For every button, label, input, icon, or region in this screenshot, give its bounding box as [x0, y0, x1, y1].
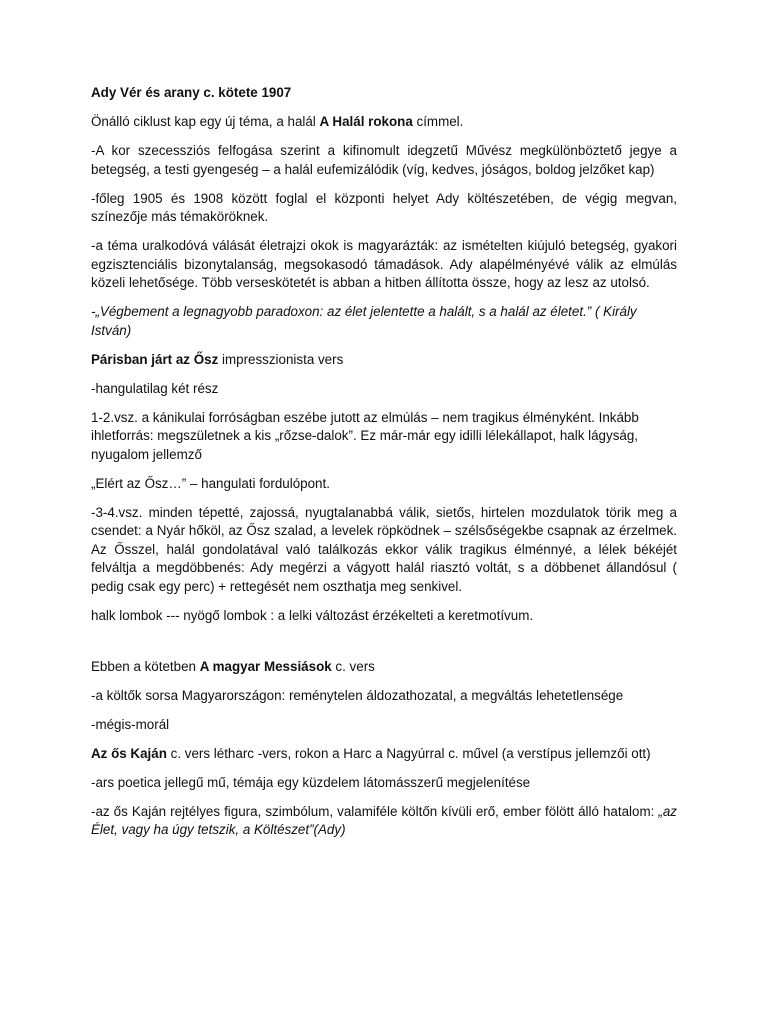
poem-title: Az ős Kaján [91, 745, 167, 761]
text-span: impresszionista vers [218, 351, 344, 367]
paragraph-9: „Elért az Ősz…” – hangulati fordulópont. [91, 475, 330, 491]
text-span: -az ős Kaján rejtélyes figura, szimbólum, valamiféle költőn kívüli erő, ember fölött álló hatalom: [91, 803, 659, 819]
paragraph-10: -3-4.vsz. minden tépetté, zajossá, nyugtalanabbá válik, sietős, hirtelen mozdulatok törik meg a csendet: a Nyár hőköl, az Ősz szalad, a levelek röpködnek – szélsőségekbe csapnak az érzelmek. Az Ősszel, halál gondolatával való találkozás ekkor válik tragikus élménnyé, a lélek békéjét felváltja a megdöbbenés: Ady megérzi a vágyott halál riasztó voltát, s a döbbenet állandósul ( pedig csak egy perc) + rettegését nem oszthatja meg senkivel. [91, 504, 677, 594]
paragraph-3: -főleg 1905 és 1908 között foglal el központi helyet Ady költészetében, de végig megvan, színezője más témaköröknek. [91, 190, 677, 224]
text-span: címmel. [412, 114, 464, 129]
quote-span: „az Élet, vagy ha úgy tetszik, a Költészet”(Ady) [91, 803, 677, 837]
paragraph-8: 1-2.vsz. a kánikulai forróságban eszébe jutott az elmúlás – nem tragikus élményként. Inkább ihletforrás: megszületnek a kis „rőzse-dalok”. Ez már-már egy idilli lélekállapot, halk lágyság, nyugalom jellemző [91, 409, 639, 462]
text-span: Önálló ciklust kap egy új téma, a halál [91, 114, 320, 129]
paragraph-13: -a költők sorsa Magyarországon: reménytelen áldozathozatal, a megváltás lehetetlensége [91, 687, 624, 703]
poem-title: A magyar Messiások [199, 658, 332, 674]
poem-title: A Halál rokona [319, 114, 413, 129]
document-title: Ady Vér és arany c. kötete 1907 [91, 85, 292, 100]
quote-paragraph: -„Végbement a legnagyobb paradoxon: az élet jelentette a halált, s a halál az életet.” ( Király István) [91, 304, 637, 338]
spacer [91, 636, 677, 658]
text-span: c. vers [331, 658, 375, 674]
paragraph-2: -A kor szecessziós felfogása szerint a kifinomult idegzetű Művész megkülönböztető jegye a betegség, a testi gyengeség – a halál eufemizálódik (víg, kedves, jóságos, boldog jelzőket kap) [91, 143, 677, 177]
paragraph-12 [91, 658, 677, 677]
paragraph-7: -hangulatilag két rész [91, 380, 219, 396]
text-span: Ebben a kötetben [91, 658, 200, 674]
paragraph-11: halk lombok --- nyögő lombok : a lelki változást érzékelteti a keretmotívum. [91, 607, 534, 623]
document-page [91, 84, 677, 850]
paragraph-14: -mégis-morál [91, 716, 170, 732]
poem-title: Párisban járt az Ősz [91, 351, 219, 367]
paragraph-1 [91, 113, 677, 132]
paragraph-15 [91, 745, 677, 764]
paragraph-4: -a téma uralkodóvá válását életrajzi okok is magyarázták: az ismételten kiújuló betegség, gyakori egzisztenciális bizonytalanság, megsokasodó támadások. Ady alapélményévé válik az elmúlás közeli lehetősége. Több verseskötetét is abban a hitben állította össze, hogy az lesz az utolsó. [91, 238, 677, 290]
text-span: c. vers létharc -vers, rokon a Harc a Nagyúrral c. művel (a verstípus jellemzői ott) [166, 745, 651, 761]
paragraph-17 [91, 803, 677, 840]
paragraph-6 [91, 351, 677, 370]
paragraph-16: -ars poetica jellegű mű, témája egy küzdelem látomásszerű megjelenítése [91, 774, 531, 790]
